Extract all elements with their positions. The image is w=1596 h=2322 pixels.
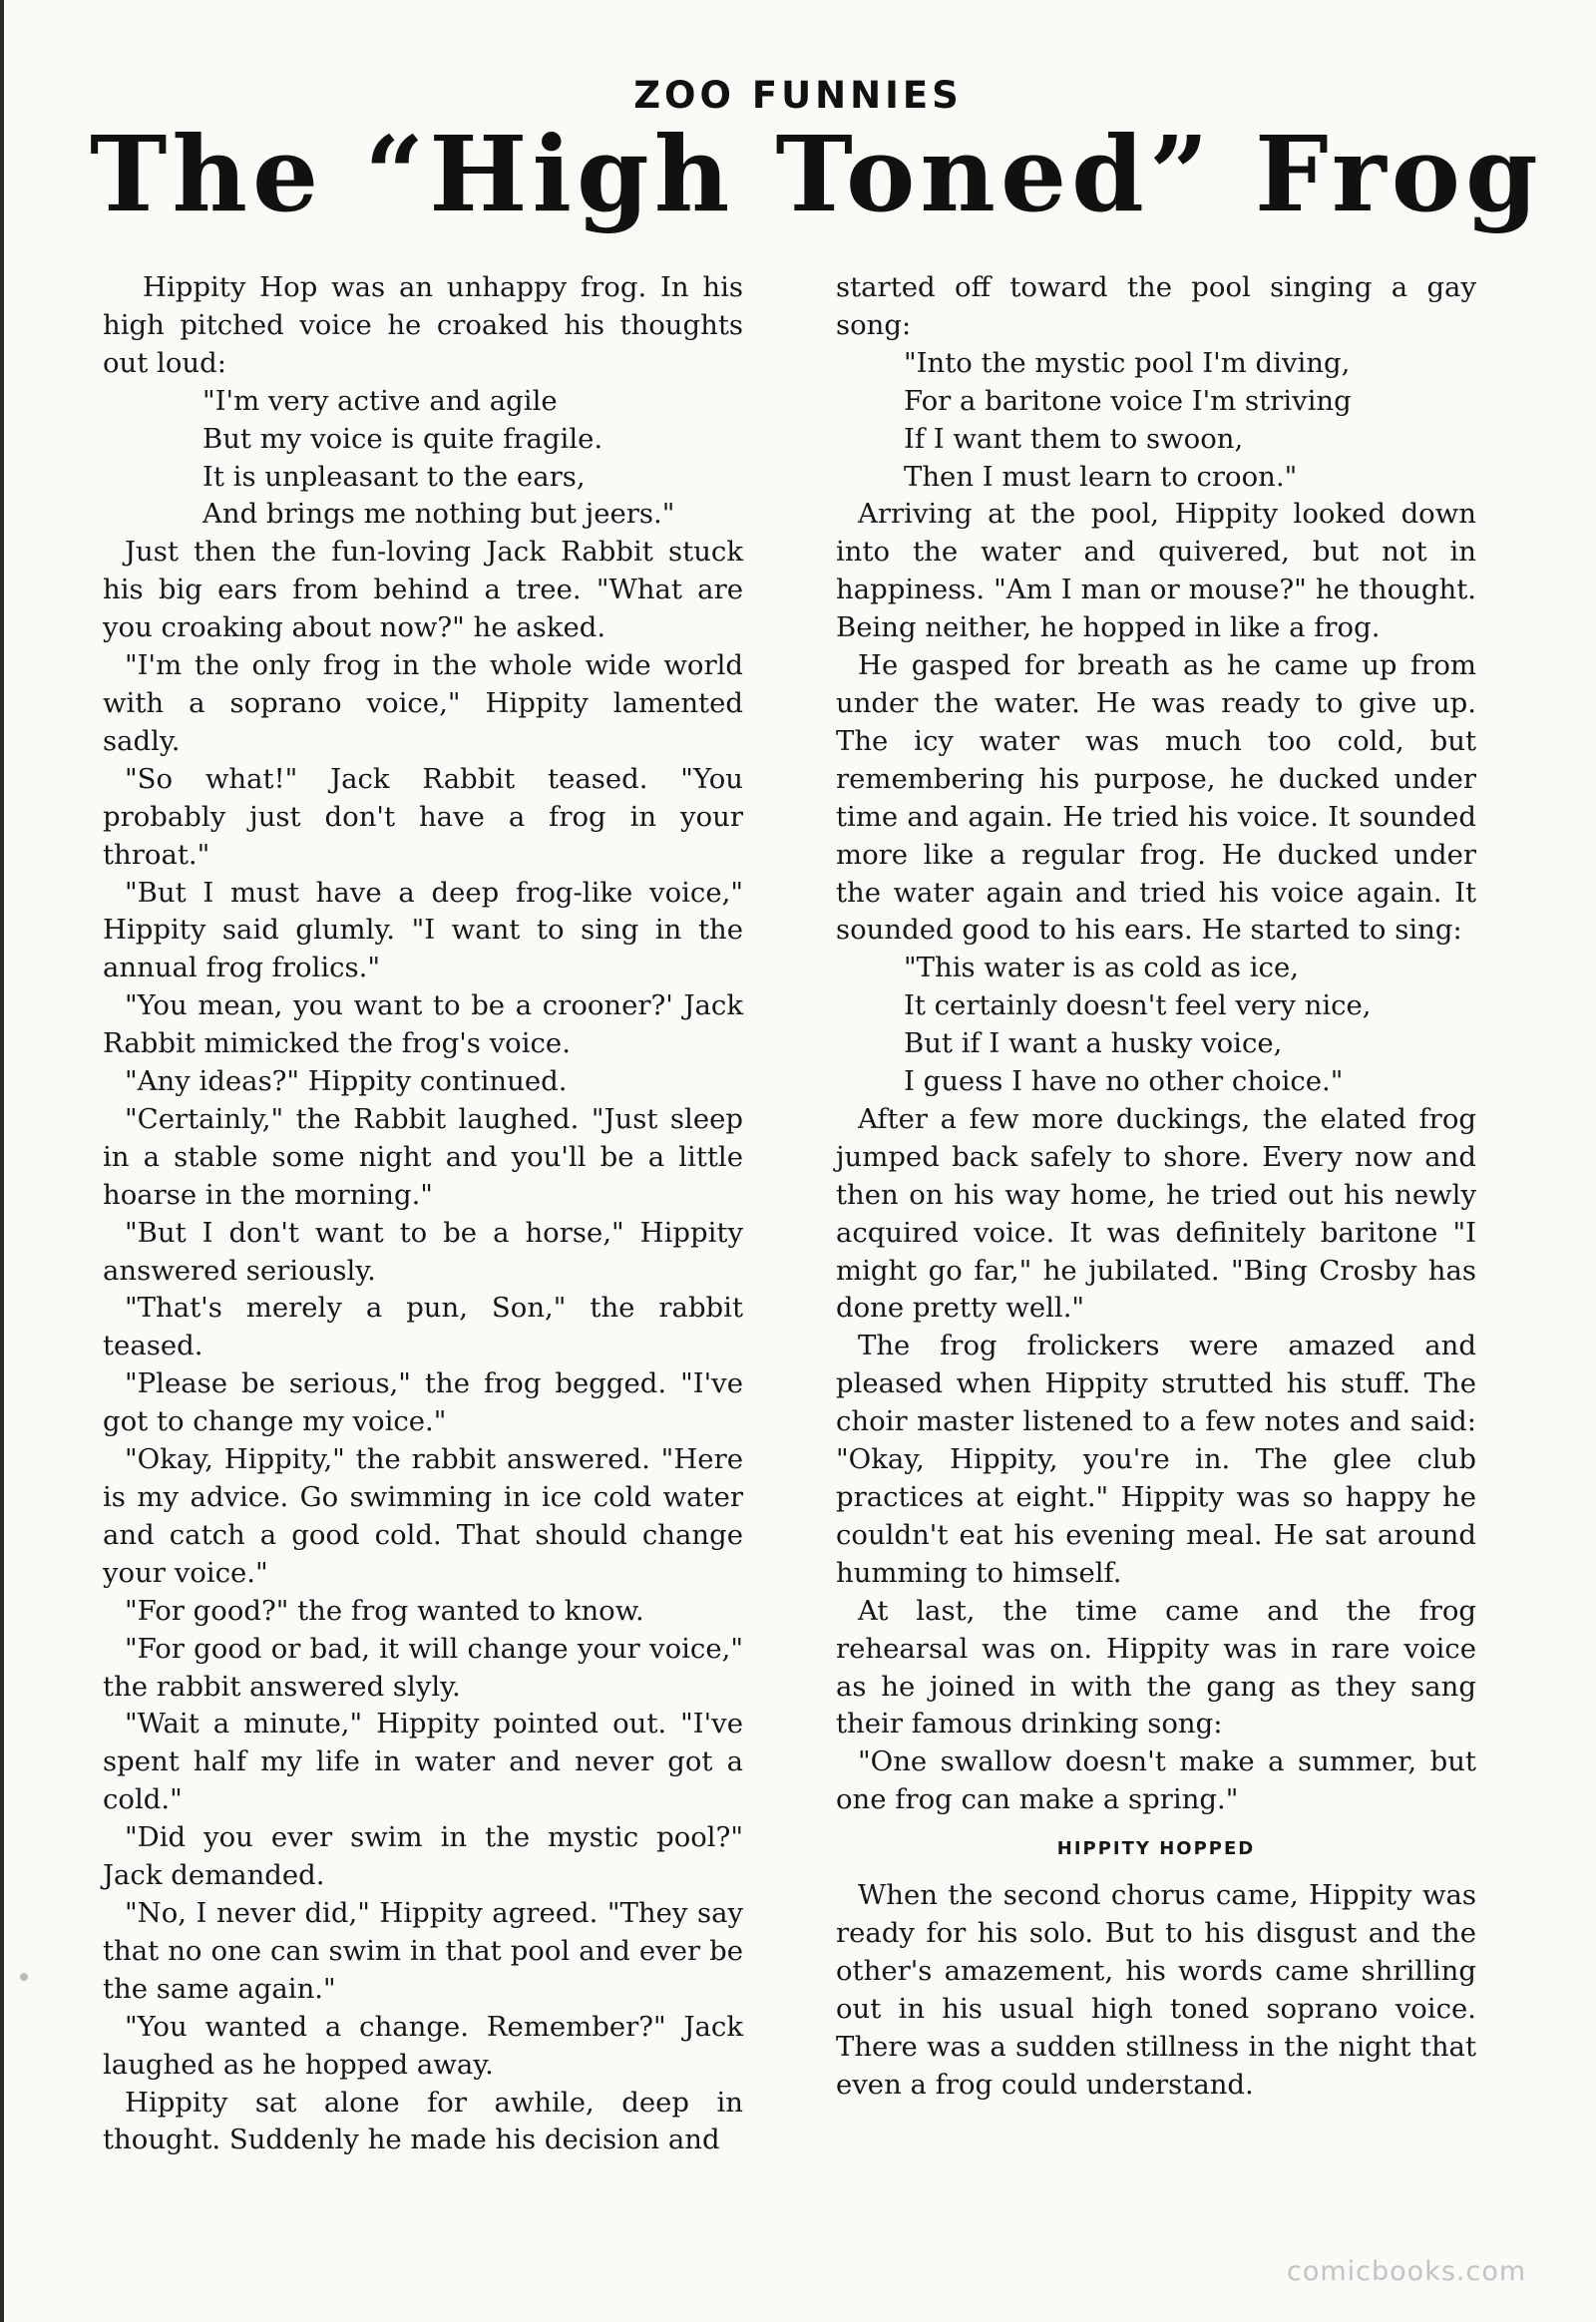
story-paragraph: "That's merely a pun, Son," the rabbit teased. xyxy=(103,1292,743,1362)
verse-line: It certainly doesn't feel very nice, xyxy=(904,989,1372,1022)
story-paragraph: "For good or bad, it will change your voice," the rabbit answered slyly. xyxy=(103,1632,743,1703)
story-paragraph: "Wait a minute," Hippity pointed out. "I've spent half my life in water and never got a cold." xyxy=(103,1708,743,1816)
verse-line: Then I must learn to croon." xyxy=(904,460,1298,493)
story-title: The “High Toned” Frog xyxy=(90,113,1543,235)
verse-line: "This water is as cold as ice, xyxy=(904,952,1299,984)
story-paragraph: "Certainly," the Rabbit laughed. "Just sleep in a stable some night and you'll be a little hoarse in the morning." xyxy=(103,1102,743,1211)
left-column xyxy=(103,269,743,2159)
story-paragraph: When the second chorus came, Hippity was ready for his solo. But to his disgust and the other's amazement, his words came shrilling out in his usual high toned soprano voice. There was a sudden stillness in the night that even a frog could understand. xyxy=(836,1879,1476,2101)
story-paragraph: "Did you ever swim in the mystic pool?" Jack demanded. xyxy=(103,1821,743,1892)
verse-stanza xyxy=(836,345,1476,497)
verse-line: It is unpleasant to the ears, xyxy=(202,460,586,493)
series-title: ZOO FUNNIES xyxy=(633,74,963,117)
verse-line: And brings me nothing but jeers." xyxy=(202,498,675,531)
story-paragraph: started off toward the pool singing a gay song: xyxy=(836,271,1476,341)
scan-mark xyxy=(20,1973,28,1981)
watermark: comicbooks.com xyxy=(1287,2256,1527,2287)
right-column xyxy=(836,269,1476,2105)
story-paragraph: Arriving at the pool, Hippity looked down into the water and quivered, but not in happiness. "Am I man or mouse?" he thought. Being neither, he hopped in like a frog. xyxy=(836,498,1476,644)
story-paragraph: The frog frolickers were amazed and pleased when Hippity strutted his stuff. The choir master listened to a few notes and said: "Okay, Hippity, you're in. The glee club practices at eight." Hippity was so happy he couldn't eat his evening meal. He sat around humming to himself. xyxy=(836,1330,1476,1589)
story-paragraph: "You mean, you want to be a crooner?' Jack Rabbit mimicked the frog's voice. xyxy=(103,989,743,1060)
story-paragraph: "One swallow doesn't make a summer, but one frog can make a spring." xyxy=(836,1745,1476,1816)
story-paragraph: "Please be serious," the frog begged. "I've got to change my voice." xyxy=(103,1367,743,1438)
story-paragraph: "You wanted a change. Remember?" Jack laughed as he hopped away. xyxy=(103,2010,743,2081)
verse-stanza xyxy=(103,383,743,535)
verse-line: "Into the mystic pool I'm diving, xyxy=(904,346,1351,379)
story-paragraph: At last, the time came and the frog rehearsal was on. Hippity was in rare voice as he joined in with the gang as they sang their famous drinking song: xyxy=(836,1594,1476,1741)
verse-stanza xyxy=(836,950,1476,1101)
story-paragraph: He gasped for breath as he came up from under the water. He was ready to give up. The icy water was much too cold, but remembering his purpose, he ducked under time and again. He tried his voice. It sounded more like a regular frog. He ducked under the water again and tried his voice again. It sounded good to his ears. He started to sing: xyxy=(836,649,1476,947)
verse-line: If I want them to swoon, xyxy=(904,422,1244,455)
story-paragraph: Hippity Hop was an unhappy frog. In his high pitched voice he croaked his thoughts out loud: xyxy=(103,271,743,379)
story-paragraph: "Any ideas?" Hippity continued. xyxy=(125,1065,568,1098)
verse-line: For a baritone voice I'm striving xyxy=(904,384,1352,417)
page-header xyxy=(0,74,1596,117)
verse-line: But my voice is quite fragile. xyxy=(202,422,603,455)
story-paragraph: "But I don't want to be a horse," Hippity answered seriously. xyxy=(103,1216,743,1287)
story-paragraph: "So what!" Jack Rabbit teased. "You probably just don't have a frog in your throat." xyxy=(103,762,743,871)
verse-line: I guess I have no other choice." xyxy=(904,1065,1344,1098)
story-paragraph: Hippity sat alone for awhile, deep in thought. Suddenly he made his decision and xyxy=(103,2086,743,2156)
story-paragraph: Just then the fun-loving Jack Rabbit stuck his big ears from behind a tree. "What are you croaking about now?" he asked. xyxy=(103,536,743,644)
story-paragraph: "Okay, Hippity," the rabbit answered. "Here is my advice. Go swimming in ice cold water and catch a good cold. That should change your voice." xyxy=(103,1443,743,1589)
story-paragraph: "I'm the only frog in the whole wide world with a soprano voice," Hippity lamented sadly. xyxy=(103,649,743,757)
page-edge xyxy=(0,0,4,2322)
story-paragraph: After a few more duckings, the elated frog jumped back safely to shore. Every now and then on his way home, he tried out his newly acquired voice. It was definitely baritone "I might go far," he jubilated. "Bing Crosby has done pretty well." xyxy=(836,1102,1476,1325)
story-paragraph: "No, I never did," Hippity agreed. "They say that no one can swim in that pool and ever be the same again." xyxy=(103,1896,743,2005)
verse-line: But if I want a husky voice, xyxy=(904,1027,1283,1060)
verse-line: "I'm very active and agile xyxy=(202,384,558,417)
section-subhead: HIPPITY HOPPED xyxy=(1056,1838,1256,1860)
story-paragraph: "But I must have a deep frog-like voice," Hippity said glumly. "I want to sing in the annual frog frolics." xyxy=(103,876,743,984)
story-paragraph: "For good?" the frog wanted to know. xyxy=(125,1594,644,1627)
